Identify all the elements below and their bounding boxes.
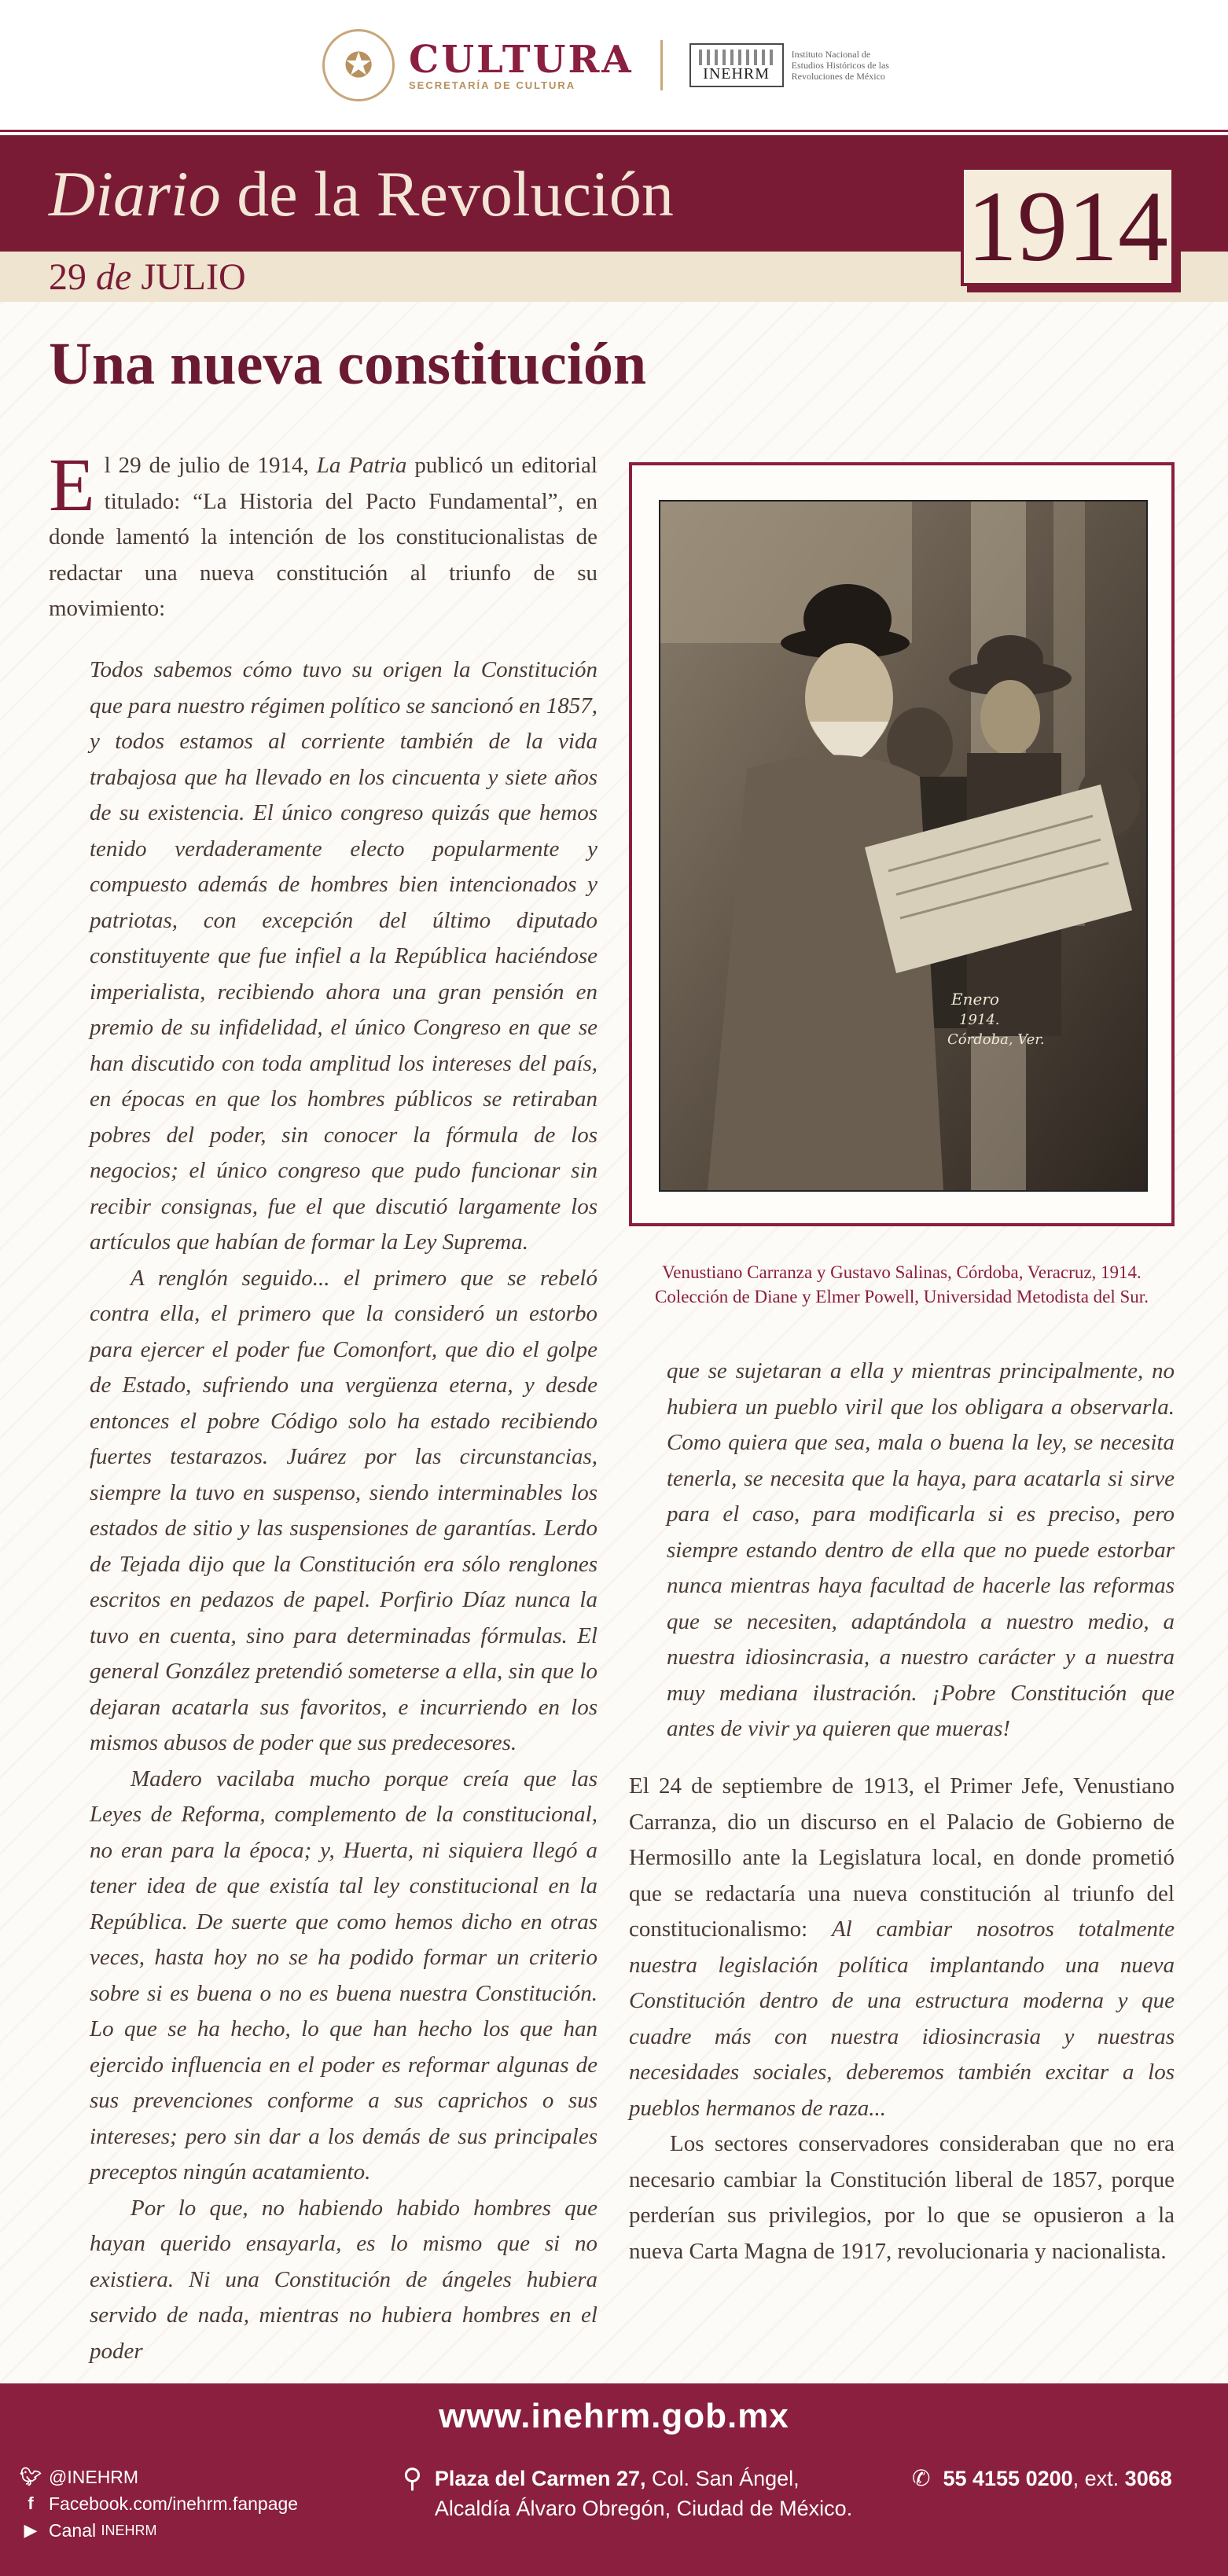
twitter-icon: 🐦︎ <box>20 2467 42 2486</box>
inehrm-line: Instituto Nacional de <box>791 49 871 60</box>
date-month: JULIO <box>141 256 246 298</box>
svg-text:Enero: Enero <box>951 990 999 1009</box>
twitter-link[interactable] <box>19 2464 298 2490</box>
inehrm-logo-label: INEHRM <box>703 65 770 83</box>
phone <box>912 2464 1172 2493</box>
cultura-logo-text: CULTURA <box>409 37 634 82</box>
body-paragraph: Los sectores conservadores consideraban que no era necesario cambiar la Constitución liberal de 1857, porque perderían sus privilegios, por lo que se opusieron a la nueva Carta Magna de 1917, revolucionaria y nacionalista. <box>629 2131 1175 2264</box>
phone-ext: 3068 <box>1124 2467 1172 2490</box>
facebook-url: Facebook.com/inehrm.fanpage <box>49 2493 299 2514</box>
address-colonia: Col. San Ángel, <box>645 2467 800 2490</box>
phone-icon: ✆ <box>912 2466 931 2490</box>
inehrm-line: Revoluciones de México <box>791 71 885 82</box>
lead-text: publicó un editorial titulado: “La Historia del Pacto Fundamental”, en donde lamentó la intención de los constitucionalistas de redactar una nueva constitución al triunfo de su movimiento: <box>49 453 597 621</box>
facebook-icon: f <box>28 2493 34 2513</box>
header-rule <box>0 130 1228 132</box>
twitter-handle: @INEHRM <box>49 2467 139 2487</box>
quote-right-column <box>667 1354 1175 1747</box>
address-city: Alcaldía Álvaro Obregón, Ciudad de México. <box>434 2497 853 2520</box>
top-header <box>0 0 1228 135</box>
svg-text:1914.: 1914. <box>959 1012 1000 1028</box>
historical-photo <box>659 500 1148 1192</box>
logo-divider <box>660 40 663 90</box>
phone-number: 55 4155 0200 <box>943 2467 1073 2490</box>
footer <box>0 2383 1228 2576</box>
year-badge: 1914 <box>961 167 1175 286</box>
date-day: 29 <box>49 256 86 298</box>
lead-paragraph <box>49 443 597 627</box>
social-links <box>19 2464 298 2544</box>
cultura-logo-subtext: SECRETARÍA DE CULTURA <box>409 79 576 91</box>
address-street: Plaza del Carmen 27, <box>434 2467 646 2490</box>
drop-cap: E <box>49 443 95 527</box>
date-de: de <box>96 256 132 298</box>
lead-text: l 29 de julio de 1914, <box>104 453 317 478</box>
svg-text:Córdoba, Ver.: Córdoba, Ver. <box>947 1031 1045 1048</box>
inehrm-logo-text <box>792 49 889 82</box>
phone-ext-label: , ext. <box>1072 2467 1125 2490</box>
body-text: El 24 de septiembre de 1913, el Primer Jefe, Venustiano Carranza, dio un discurso en el Palacio de Gobierno de Hermosillo ante la Legislatura local, en donde prometió que se redactaría una nueva constitución al triunfo del constitucionalismo: <box>629 1773 1175 1942</box>
logos <box>322 30 889 101</box>
quote-paragraph: que se sujetaran a ella y mientras principalmente, no hubiera un pueblo viril que los obligara a observarla. Como quiera que sea, mala o buena la ley, se necesita tenerla, se necesita que la haya, para acatarla si sirve para el caso, para modificarla si es preciso, pero siempre estando dentro de ella que no puede estorbar nunca mientras haya facultad de hacerle las reformas que se necesiten, adaptándola a nuestro medio, a nuestra idiosincrasia, a nuestro carácter y a nuestra muy mediana ilustración. ¡Pobre Constitución que antes de vivir ya quieren que mueras! <box>667 1358 1175 1741</box>
quote-paragraph: A renglón seguido... el primero que se rebeló contra ella, el primero que la consideró un estorbo para ejercer el poder fue Comonfort, que dio el golpe de Estado, sufriendo una vergüenza eterna, y desde entonces el pobre Código solo ha estado recibiendo fuertes testarazos. Juárez por las circunstancias, siempre la tuvo en suspenso, siendo interminables los estados de sitio y las suspensiones de garantías. Lerdo de Tejada dijo que la Constitución era sólo renglones escritos en pedazos de papel. Porfirio Díaz nunca la tuvo en cuenta, sino para determinadas fórmulas. El general González pretendió someterse a ella, sin que lo dejaran acatarla sus favoritos, e incurriendo en los mismos abusos de poder que sus predecesores. <box>90 1265 597 1755</box>
quote-paragraph: Madero vacilaba mucho porque creía que las Leyes de Reforma, complemento de la constitucional, no eran para la época; y, Huerta, ni siquiera llegó a tener idea de que existía tal ley constitucional en la República. De suerte que como hemos dicho en otras veces, hasta hoy no se ha podido formar un criterio sobre si es buena o no es buena nuestra Constitución. Lo que se ha hecho, lo que han hecho los que han ejercido influencia en el poder es reformar algunas de sus prevenciones conforme a sus caprichos o sus intereses; pero sin dar a los demás de sus principales preceptos ningún acatamiento. <box>90 1766 597 2185</box>
photo-frame <box>629 462 1175 1226</box>
caption-line: Colección de Diane y Elmer Powell, Universidad Metodista del Sur. <box>655 1287 1149 1306</box>
issue-date <box>49 255 246 299</box>
inehrm-line: Estudios Históricos de las <box>791 60 889 71</box>
quote-paragraph: Por lo que, no habiendo habido hombres que hayan querido ensayarla, es lo mismo que si no existiera. Ni una Constitución de ángeles hubiera servido de nada, mientras no hubiera hombres en el poder <box>90 2195 597 2364</box>
series-title <box>49 159 674 230</box>
youtube-icon: ▶ <box>24 2520 38 2540</box>
location-pin-icon: ⚲ <box>403 2464 422 2493</box>
youtube-prefix: Canal <box>49 2520 97 2541</box>
youtube-name: INEHRM <box>101 2523 157 2538</box>
body-right-column <box>629 1769 1175 2269</box>
quote-paragraph: Todos sabemos cómo tuvo su origen la Constitución que para nuestro régimen político se sancionó en 1857, y todos estamos al corriente también de la vida trabajosa que ha llevado en los cincuenta y siete años de su existencia. El único congreso quizás que hemos tenido verdaderamente electo popularmente y compuesto además de hombres bien intencionados y patriotas, con excepción del último diputado constituyente que fue infiel a la República haciéndose imperialista, recibiendo ahora una gran pensión en premio de su infidelidad, el único Congreso en que se han discutido con toda amplitud los intereses del país, en épocas en que los hombres públicos se retiraban pobres del poder, sin conocer la fórmula de los negocios; el único congreso que pudo funcionar sin recibir consignas, fue el que discutió largamente los artículos que habían de formar la Ley Suprema. <box>90 657 597 1255</box>
address <box>403 2464 852 2523</box>
series-title-italic: Diario <box>49 158 221 230</box>
series-title-rest: de la Revolución <box>220 158 674 230</box>
facebook-link[interactable] <box>19 2490 298 2517</box>
body-paragraph <box>629 1769 1175 2126</box>
cultura-logo <box>409 37 634 91</box>
website-link[interactable]: www.inehrm.gob.mx <box>439 2397 789 2435</box>
photo-caption <box>629 1260 1175 1309</box>
caption-line: Venustiano Carranza y Gustavo Salinas, Córdoba, Veracruz, 1914. <box>662 1262 1142 1282</box>
carranza-quote: Al cambiar nosotros totalmente nuestra legislación política implantando una nueva Constitución dentro de una estructura moderna y que cuadre más con nuestra idiosincrasia y nuestras necesidades sociales, deberemos también excitar a los pueblos hermanos de raza... <box>629 1916 1175 2121</box>
youtube-link[interactable] <box>19 2517 298 2544</box>
newspaper-name: La Patria <box>316 453 407 478</box>
inehrm-building-icon <box>689 43 784 87</box>
national-seal-icon: ✪ <box>322 29 395 101</box>
article-headline: Una nueva constitución <box>49 331 647 397</box>
quote-left-column <box>90 652 597 2369</box>
